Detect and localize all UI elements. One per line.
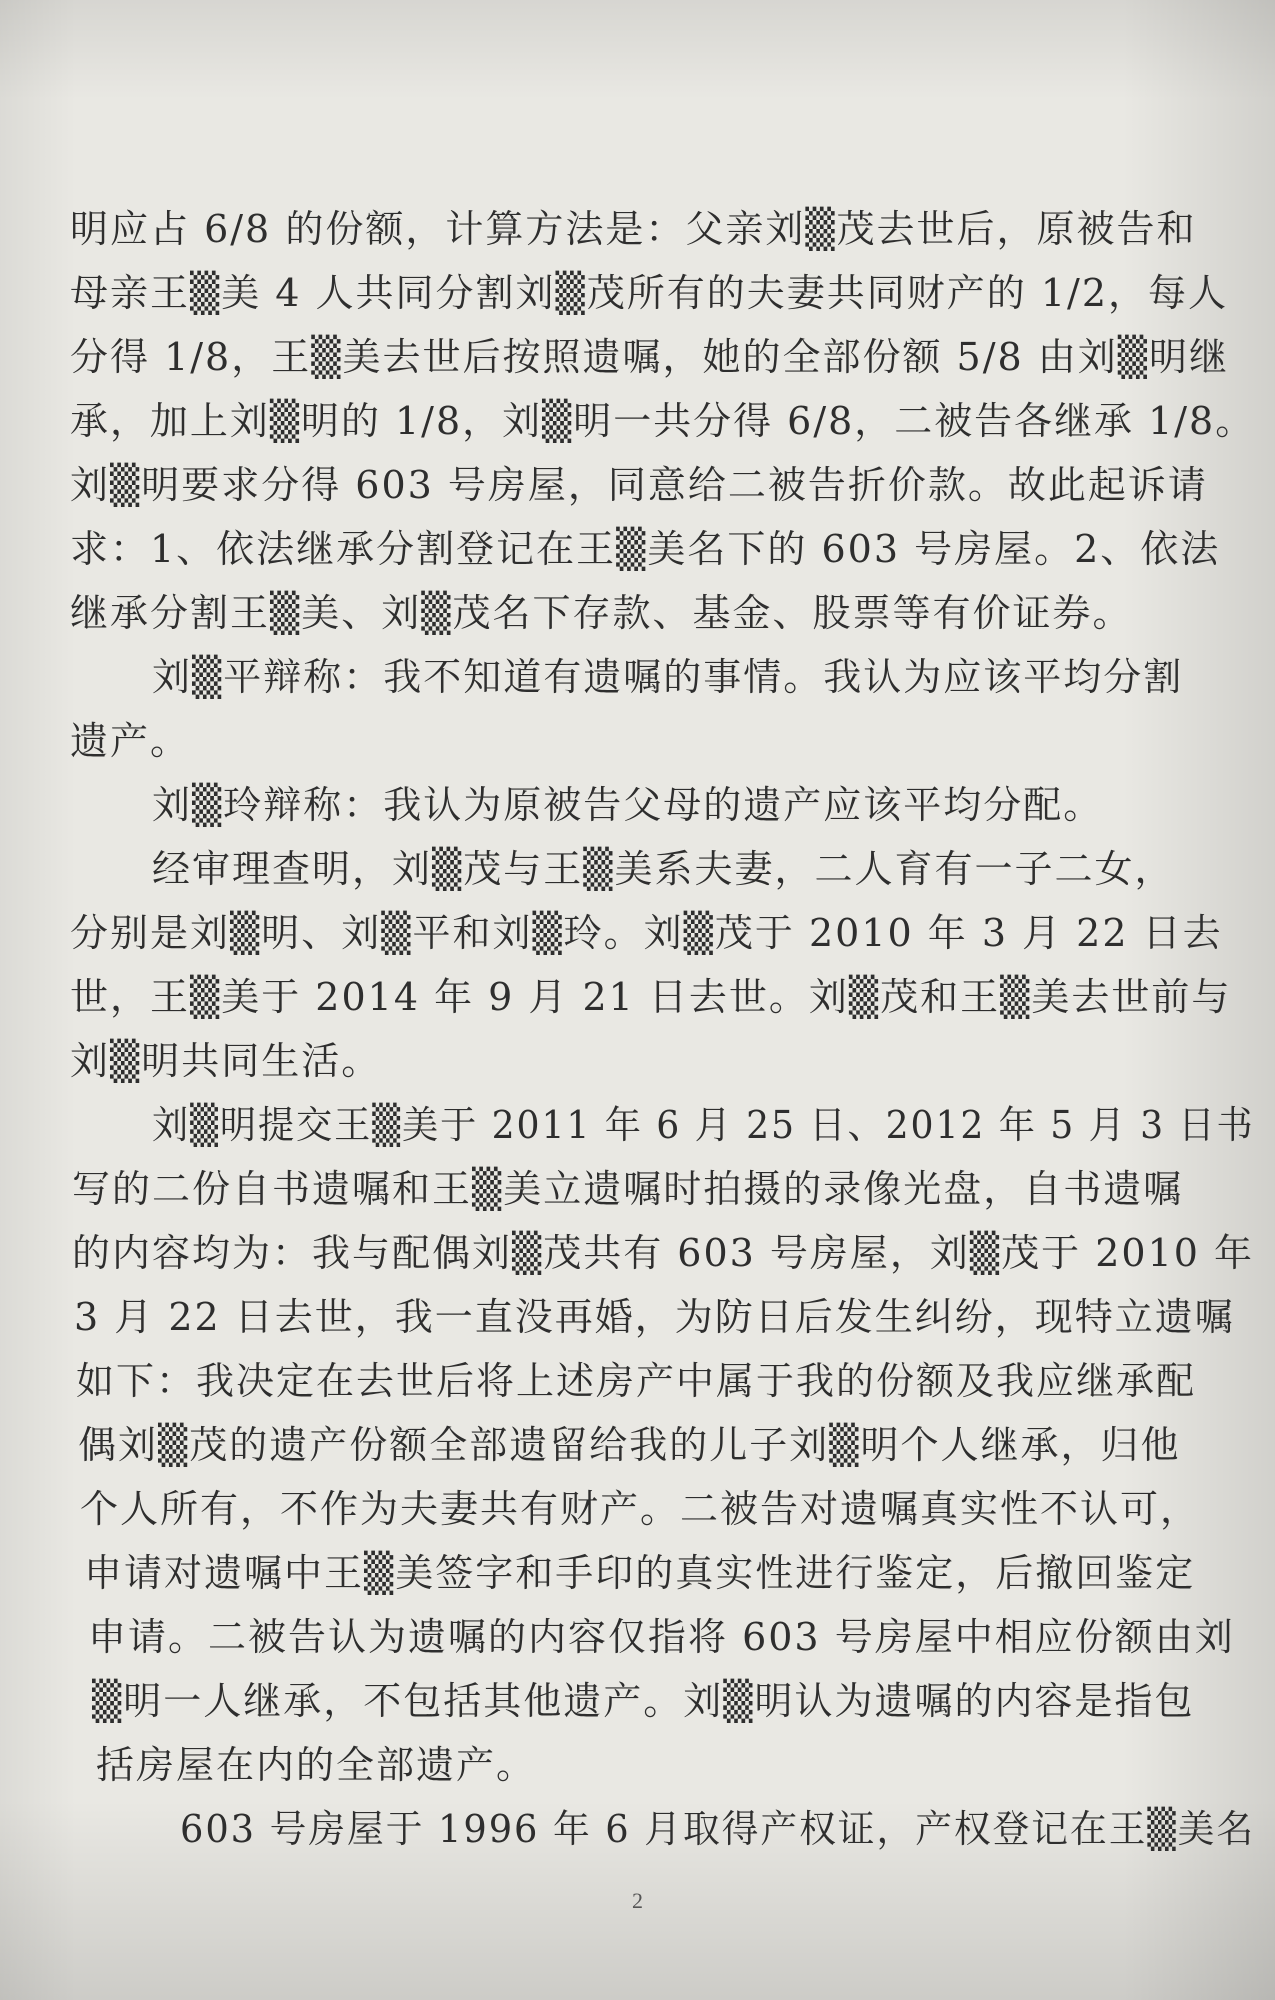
text-line: 申请。二被告认为遗嘱的内容仅指将 603 号房屋中相应份额由刘 — [88, 1615, 1235, 1659]
text-line: 刘▒明提交王▒美于 2011 年 6 月 25 日、2012 年 5 月 3 日书 — [152, 1103, 1255, 1147]
text-line: 世，王▒美于 2014 年 9 月 21 日去世。刘▒茂和王▒美去世前与 — [70, 975, 1232, 1019]
text-line: ▒明一人继承，不包括其他遗产。刘▒明认为遗嘱的内容是指包 — [92, 1679, 1195, 1723]
text-line: 分别是刘▒明、刘▒平和刘▒玲。刘▒茂于 2010 年 3 月 22 日去 — [70, 911, 1223, 955]
text-line: 明应占 6/8 的份额，计算方法是：父亲刘▒茂去世后，原被告和 — [70, 207, 1197, 251]
text-line: 括房屋在内的全部遗产。 — [96, 1743, 537, 1787]
text-line: 如下：我决定在去世后将上述房产中属于我的份额及我应继承配 — [76, 1359, 1197, 1403]
text-line: 603 号房屋于 1996 年 6 月取得产权证，产权登记在王▒美名 — [180, 1807, 1256, 1851]
text-line: 经审理查明，刘▒茂与王▒美系夫妻，二人育有一子二女， — [152, 847, 1175, 891]
text-line: 继承分割王▒美、刘▒茂名下存款、基金、股票等有价证券。 — [70, 591, 1133, 635]
text-line: 刘▒平辩称：我不知道有遗嘱的事情。我认为应该平均分割 — [152, 655, 1184, 699]
text-line: 申请对遗嘱中王▒美签字和手印的真实性进行鉴定，后撤回鉴定 — [84, 1551, 1196, 1595]
text-line: 承，加上刘▒明的 1/8，刘▒明一共分得 6/8，二被告各继承 1/8。 — [70, 399, 1256, 443]
text-line: 遗产。 — [70, 719, 191, 763]
text-line: 刘▒玲辩称：我认为原被告父母的遗产应该平均分配。 — [152, 783, 1104, 827]
text-line: 写的二份自书遗嘱和王▒美立遗嘱时拍摄的录像光盘，自书遗嘱 — [72, 1167, 1184, 1211]
text-line: 偶刘▒茂的遗产份额全部遗留给我的儿子刘▒明个人继承，归他 — [78, 1423, 1181, 1467]
text-line: 3 月 22 日去世，我一直没再婚，为防日后发生纠纷，现特立遗嘱 — [74, 1295, 1235, 1339]
text-line: 的内容均为：我与配偶刘▒茂共有 603 号房屋，刘▒茂于 2010 年 — [72, 1231, 1255, 1275]
text-line: 刘▒明共同生活。 — [70, 1039, 382, 1083]
text-line: 母亲王▒美 4 人共同分割刘▒茂所有的夫妻共同财产的 1/2，每人 — [70, 271, 1229, 315]
page-number: 2 — [632, 1888, 643, 1913]
text-line: 刘▒明要求分得 603 号房屋，同意给二被告折价款。故此起诉请 — [70, 463, 1208, 507]
text-line: 分得 1/8，王▒美去世后按照遗嘱，她的全部份额 5/8 由刘▒明继 — [70, 335, 1229, 379]
text-line: 个人所有，不作为夫妻共有财产。二被告对遗嘱真实性不认可， — [80, 1487, 1201, 1531]
text-line: 求：1、依法继承分割登记在王▒美名下的 603 号房屋。2、依法 — [70, 527, 1221, 571]
